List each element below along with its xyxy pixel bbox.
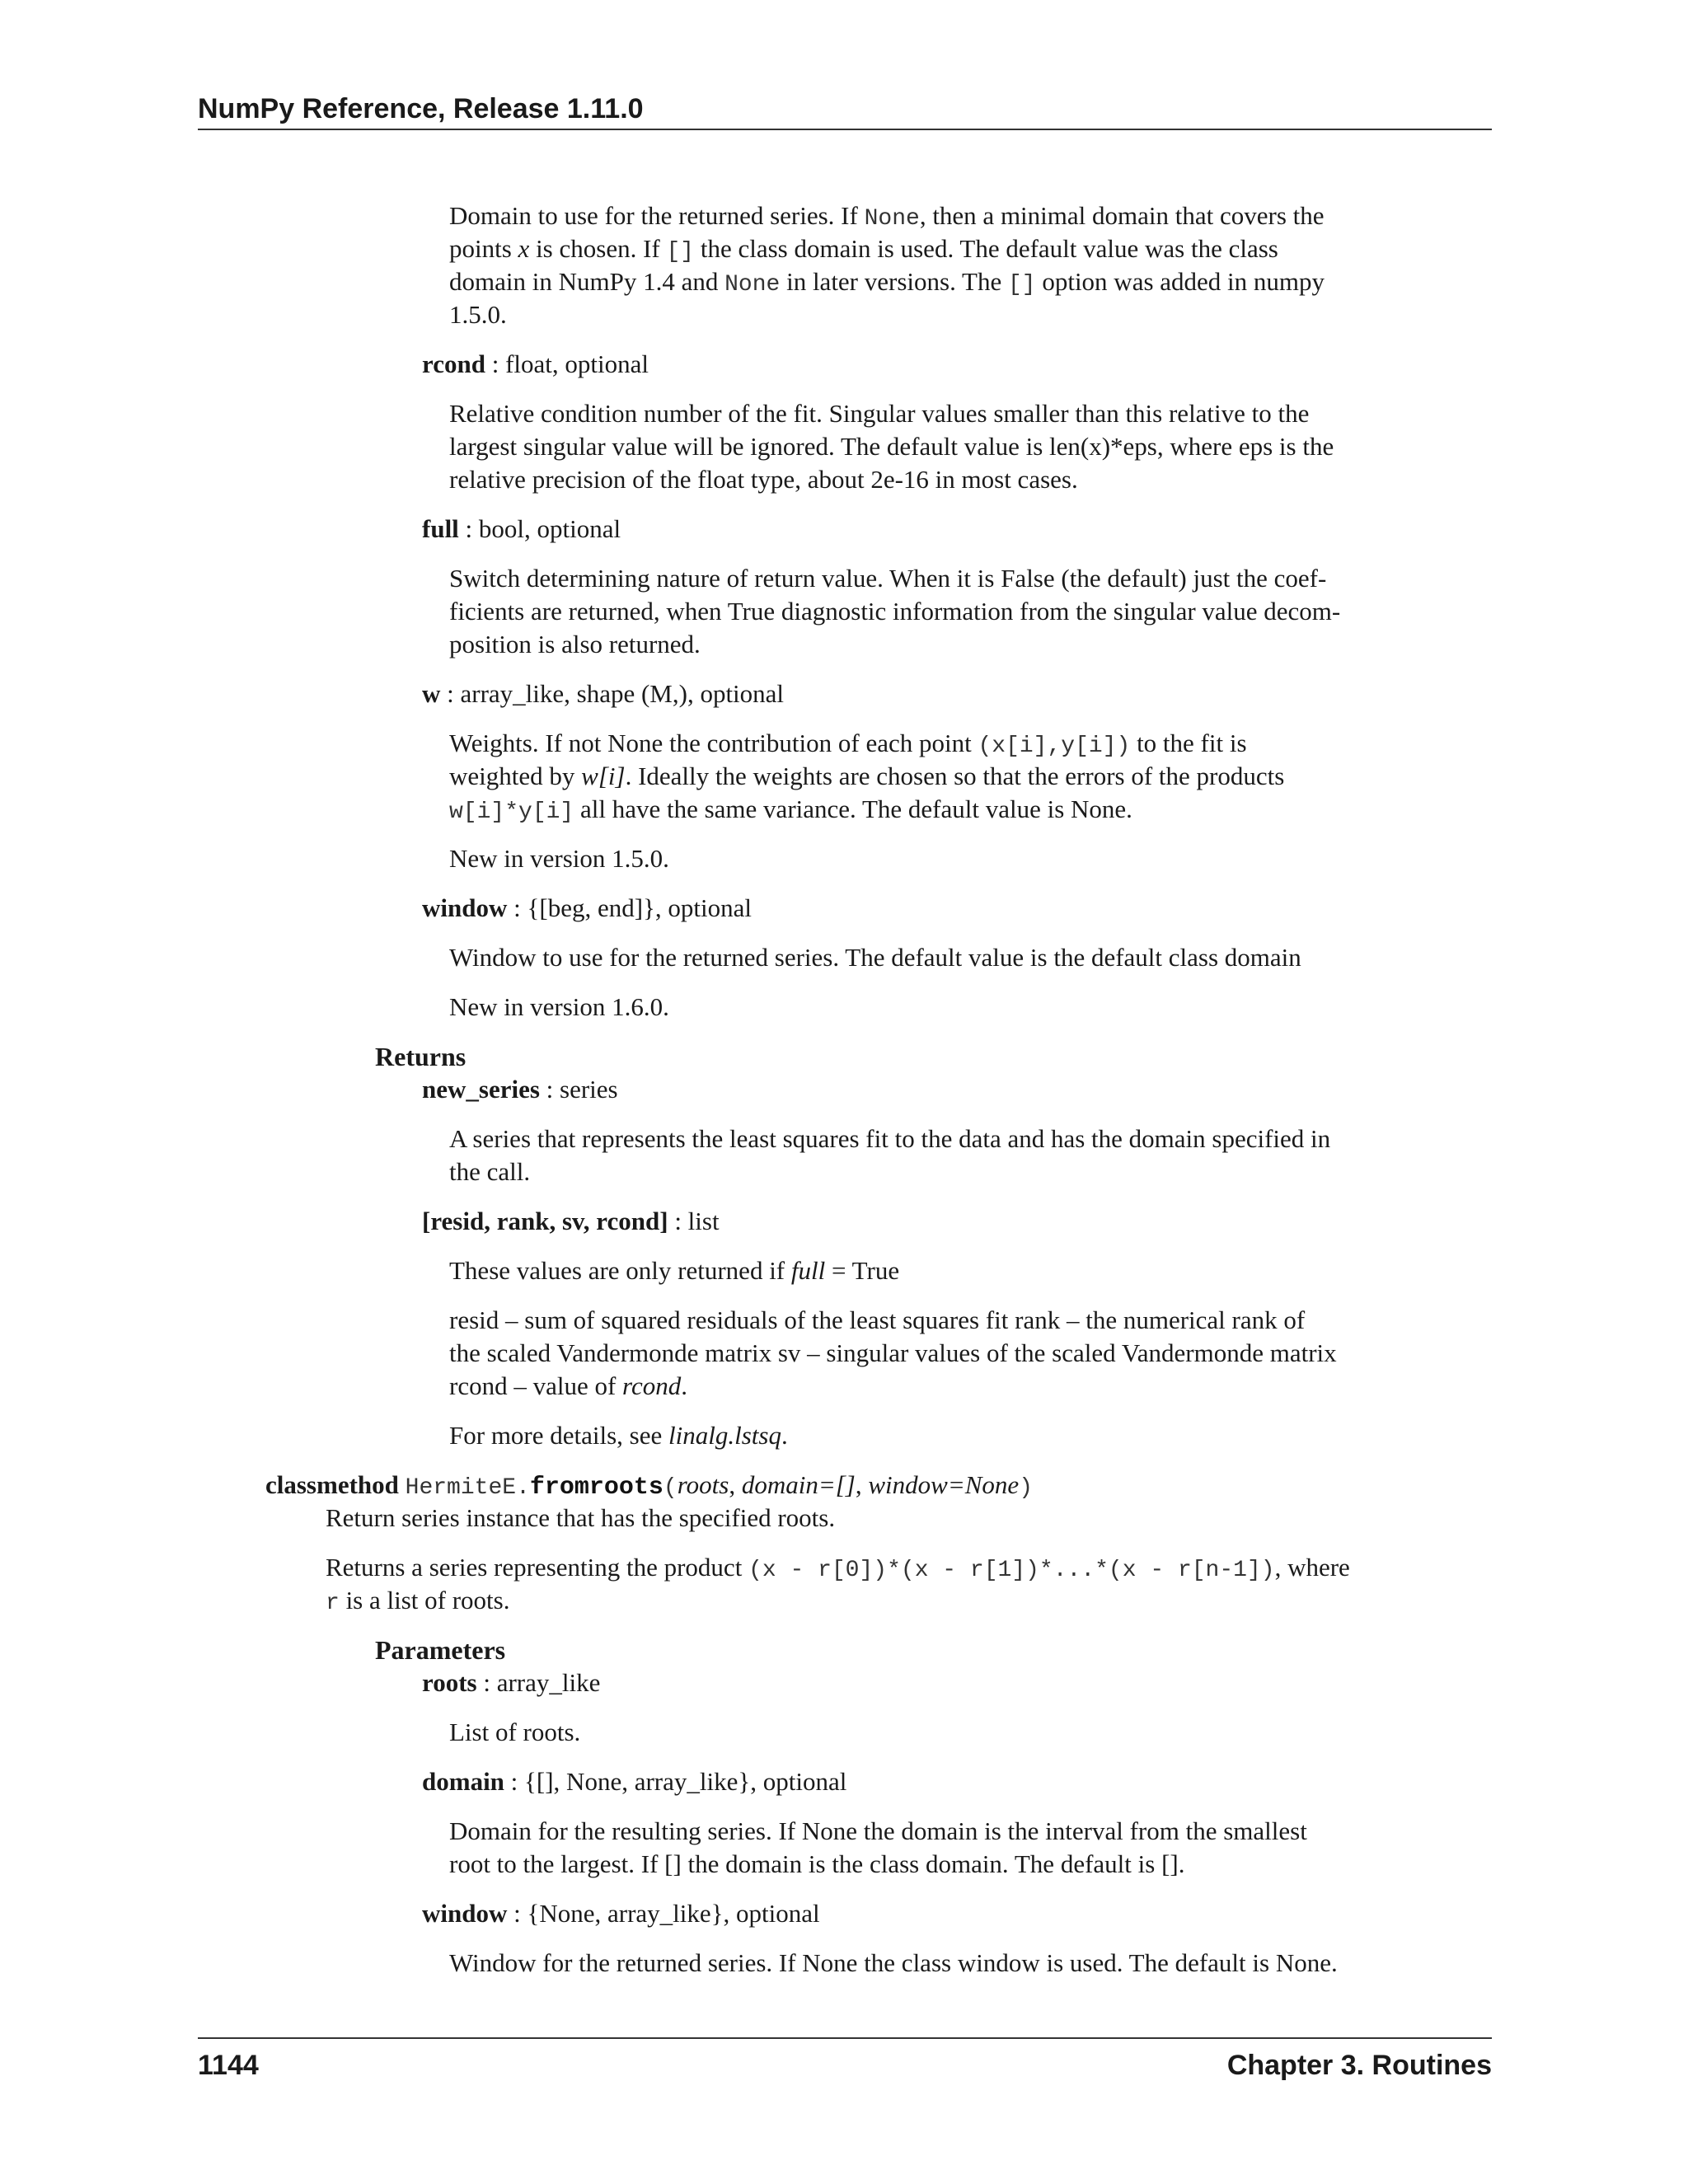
- param-name: roots: [422, 1668, 477, 1697]
- classmethod-keyword: classmethod: [265, 1470, 399, 1499]
- param-name: w: [422, 679, 441, 708]
- list-desc-line1: These values are only returned if full = True: [449, 1256, 900, 1285]
- roots-desc: List of roots.: [449, 1718, 581, 1746]
- chapter-title: Chapter 3. Routines: [1226, 2050, 1492, 2081]
- arg-roots: roots: [677, 1470, 729, 1499]
- full-desc-line3: position is also returned.: [449, 630, 701, 658]
- page-number: 1144: [198, 2050, 259, 2081]
- param-roots: roots : array_like: [422, 1668, 601, 1697]
- w-desc-line2: weighted by w[i]. Ideally the weights are chosen so that the errors of the products: [449, 762, 1285, 790]
- domain-desc-line1: Domain for the resulting series. If None the domain is the interval from the smallest: [449, 1816, 1307, 1845]
- rcond-desc-line1: Relative condition number of the fit. Singular values smaller than this relative to the: [449, 399, 1310, 428]
- w-desc-line1: Weights. If not None the contribution of each point (x[i],y[i]) to the fit is: [449, 729, 1247, 759]
- param-rcond: rcond : float, optional: [422, 349, 649, 378]
- domain-desc-line1: Domain to use for the returned series. If None, then a minimal domain that covers the: [449, 201, 1325, 232]
- return-name: new_series: [422, 1075, 540, 1104]
- domain-desc-line2: root to the largest. If [] the domain is the class domain. The default is [].: [449, 1849, 1185, 1878]
- list-desc-line2: resid – sum of squared residuals of the least squares fit rank – the numerical rank of: [449, 1305, 1306, 1334]
- list-desc-line5: For more details, see linalg.lstsq.: [449, 1421, 788, 1450]
- domain-desc-line2: points x is chosen. If [] the class domain is used. The default value was the class: [449, 234, 1278, 265]
- fromroots-summary: Return series instance that has the specified roots.: [326, 1503, 836, 1532]
- param-name: window: [422, 893, 508, 922]
- rcond-desc-line2: largest singular value will be ignored. The default value is len(x)*eps, where eps is the: [449, 432, 1334, 461]
- return-name: [resid, rank, sv, rcond]: [422, 1207, 668, 1235]
- window-version-note: New in version 1.6.0.: [449, 992, 669, 1021]
- list-desc-line3: the scaled Vandermonde matrix sv – singular values of the scaled Vandermonde matrix: [449, 1338, 1337, 1367]
- domain-desc-line4: 1.5.0.: [449, 300, 507, 329]
- fromroots-desc-line2: r is a list of roots.: [326, 1586, 510, 1616]
- param-name: full: [422, 514, 459, 543]
- class-prefix: HermiteE.: [405, 1475, 530, 1501]
- rcond-desc-line3: relative precision of the float type, about 2e-16 in most cases.: [449, 465, 1078, 494]
- arg-domain: domain=[]: [741, 1470, 856, 1499]
- returns-heading: Returns: [375, 1042, 467, 1071]
- domain-desc-line3: domain in NumPy 1.4 and None in later versions. The [] option was added in numpy: [449, 267, 1325, 298]
- param-domain: domain : {[], None, array_like}, optional: [422, 1767, 847, 1796]
- full-desc-line1: Switch determining nature of return value. When it is False (the default) just the coef-: [449, 564, 1327, 593]
- param-w: w : array_like, shape (M,), optional: [422, 679, 785, 708]
- new-series-desc-line1: A series that represents the least squares fit to the data and has the domain specified in: [449, 1124, 1331, 1153]
- param-name: rcond: [422, 349, 485, 378]
- running-footer: [198, 2037, 1492, 2082]
- return-new-series: new_series : series: [422, 1075, 618, 1104]
- func-name: fromroots: [529, 1474, 663, 1502]
- param-name: window: [422, 1899, 508, 1928]
- full-desc-line2: ficients are returned, when True diagnostic information from the singular value decom-: [449, 597, 1341, 626]
- arg-window: window=None: [868, 1470, 1020, 1499]
- list-desc-line4: rcond – value of rcond.: [449, 1371, 687, 1400]
- running-header: [198, 92, 1492, 130]
- return-list: [resid, rank, sv, rcond] : list: [422, 1207, 720, 1235]
- window-desc-line1: Window to use for the returned series. The default value is the default class domain: [449, 943, 1301, 972]
- fromroots-desc-line1: Returns a series representing the product (x - r[0])*(x - r[1])*...*(x - r[n-1]), where: [326, 1553, 1350, 1583]
- lstsq-link[interactable]: linalg.lstsq: [668, 1421, 781, 1450]
- w-version-note: New in version 1.5.0.: [449, 844, 669, 873]
- header-title: NumPy Reference, Release 1.11.0: [198, 93, 644, 124]
- parameters-heading: Parameters: [375, 1635, 506, 1665]
- window-fromroots-desc: Window for the returned series. If None the class window is used. The default is None.: [449, 1948, 1338, 1977]
- param-window: window : {[beg, end]}, optional: [422, 893, 753, 922]
- w-desc-line3: w[i]*y[i] all have the same variance. The default value is None.: [449, 794, 1132, 825]
- param-name: domain: [422, 1767, 504, 1796]
- fromroots-signature: classmethod HermiteE.fromroots(roots, domain=[], window=None): [265, 1470, 1033, 1502]
- param-full: full : bool, optional: [422, 514, 621, 543]
- new-series-desc-line2: the call.: [449, 1157, 531, 1186]
- param-window-fromroots: window : {None, array_like}, optional: [422, 1899, 820, 1928]
